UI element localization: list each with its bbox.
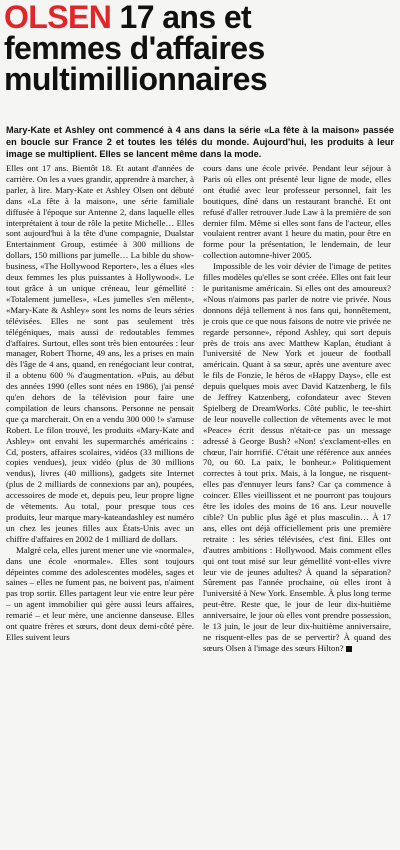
headline-line-3: multimillionnaires: [4, 61, 268, 97]
right-paragraph-2-text: Impossible de les voir dévier de l'image de petites filles modèles qu'elles se sont créée. Elles ont fait leur le puritanisme américain. Si elles ont des amoureux? «Nous n'aimons pas parler de notre vie privée. Nous donnons déjà tellement à nos fans qui, honnêtement, je crois que ce que nous faisons de notre vie privée ne regarde personne», répond Ashley, qui sort depuis près de trois ans avec Matthew Kaplan, étudiant à l'université de New York et joueur de football américain. Quant à sa sœur, après une aventure avec le fils de Fonzie, le héros de «Happy Days», elle est depuis quelques mois avec David Katzenberg, le fils de Jeffrey Katzenberg, cofondateur avec Steven Spielberg de DreamWorks. Côté public, le tee-shirt de leur nouvelle collection de vêtements avec le mot «Peace» écrit dessus n'était-ce pas un message adressé à George Bush? «Non! s'exclament-elles en chœur, l'air horrifié. C'était une référence aux années 70, ou 60. La paix, le bonheur.» Politiquement correctes à tout prix. Mais, à la longue, ne risquent-elles pas d'ennuyer leurs fans? Car ça commence à coincer. Elles vieillissent et ne pourront pas toujours être les idoles des moins de 16 ans. Leur nouvelle cible? Un public plus âgé et plus masculin… À 17 ans, elles ont déjà officiellement pris une première retraite : les séries télévisées, c'est fini. Elles ont d'autres ambitions : Hollywood. Mais comment elles qui ont tout misé sur leur gémellité vont-elles vivre leur vie de jeunes adultes? À quand la séparation? Sûrement pas l'année prochaine, où elles iront à l'université à New York. Ensemble. À plus long terme peut-être. Reste que, le jour de leur dix-huitième anniversaire, le jour où elles vont prendre possession, le 13 juin, le jour de leur dix-huitième anniversaire, ne risquent-elles pas de se pervertir? À quand des sœurs Olsen à l'image des sœurs Hilton?: [203, 261, 391, 653]
headline-age: 17 ans et: [119, 0, 252, 35]
left-paragraph-2: Malgré cela, elles jurent mener une vie «normale», dans une école «normale». Elles sont toujours dépeintes comme des adolescentes modèles, sages et saines – elles ne fument pas, ne boivent pas, n'aiment pas trop sortir. Elles partagent leur vie entre leur père – un agent immobilier qui gère aussi leurs affaires, remarié – et leur mère, une ancienne danseuse. Elles ont quatre frères et sœurs, dont deux demi-côté père. Elles suivent leurs: [6, 544, 194, 642]
end-of-article-mark: [346, 646, 352, 652]
lede-paragraph: Mary-Kate et Ashley ont commencé à 4 ans dans la série «La fête à la maison» passée en boucle sur France 2 et toutes les télés du monde. Aujourd'hui, les produits à leur image se multiplient. Elles se lancent même dans la mode.: [6, 125, 394, 159]
headline-line-1: [4, 2, 396, 33]
headline-name: OLSEN: [4, 0, 112, 35]
article-column-right: [203, 163, 391, 823]
right-paragraph-2: [203, 261, 391, 654]
headline: [4, 2, 396, 95]
headline-line-2: femmes d'affaires: [4, 30, 265, 66]
right-paragraph-1: cours dans une école privée. Pendant leur séjour à Paris où elles ont présenté leur ligne de mode, elles ont étudié avec leur professeur personnel, fait les boutiques, dîné dans un restaurant branché. Et ont refusé d'aller retrouver Jude Law à la première de son dernier film. Même si elles sont fans de l'acteur, elles voulaient rentrer avant 1 heure du matin, pour être en forme pour la présentation, le lendemain, de leur collection automne-hiver 2005.: [203, 163, 391, 261]
article-column-left: [6, 163, 194, 689]
left-paragraph-1: Elles ont 17 ans. Bientôt 18. Et autant d'années de carrière. On les a vues grandir, apprendre à marcher, à parler, à lire. Mary-Kate et Ashley Olsen ont débuté dans «La fête à la maison», une série familiale diffusée à l'époque sur Antenne 2, dans laquelle elles interprétaient à tour de rôle la petite Michelle… Elles sont aujourd'hui à la tête d'une compagnie, Dualstar Entertainment Group, estimée à 300 millions de dollars, 150 millions par jumelle… La bible du show-business, «The Hollywood Reporter», les a élues «les deux femmes les plus puissantes à Hollywood». Le tout grâce à un unique créneau, leur gémellité : «Totalement jumelles», «Les jumelles s'en mêlent», «Mary-Kate & Ashley» sont les noms de leurs séries télévisées. Elles ne sont pas seulement très télégéniques, mais aussi de redoutables femmes d'affaires. Surtout, elles sont très bien entourées : leur manager, Robert Thorne, 49 ans, les a prises en main dès l'âge de 4 ans, quand, en renégociant leur contrat, il a obtenu 600 % d'augmentation. «Puis, au début des années 1990 (elles sont nées en 1986), j'ai pensé qu'en dehors de la télévision pour faire une compilation de leurs chansons. Personne ne pensait que ça marcherait. On en a vendu 300 000 !» s'amuse Robert. Le filon trouvé, les produits «Mary-Kate and Ashley» ont envahi les supermarchés américains : Cd, posters, affaires scolaires, vidéos (33 millions de copies vendues), jeux vidéo (plus de 30 millions vendus), livres (40 millions), gadgets site Internet (plus de 2 milliards de connexions par an), poupées, accessoires de mode et, depuis peu, leur propre ligne de vêtements. Au total, pour presque tous ces produits, leur marque mary-kateandashley est numéro un chez les jeunes filles aux États-Unis avec un chiffre d'affaires en 2002 de 1 milliard de dollars.: [6, 163, 194, 544]
